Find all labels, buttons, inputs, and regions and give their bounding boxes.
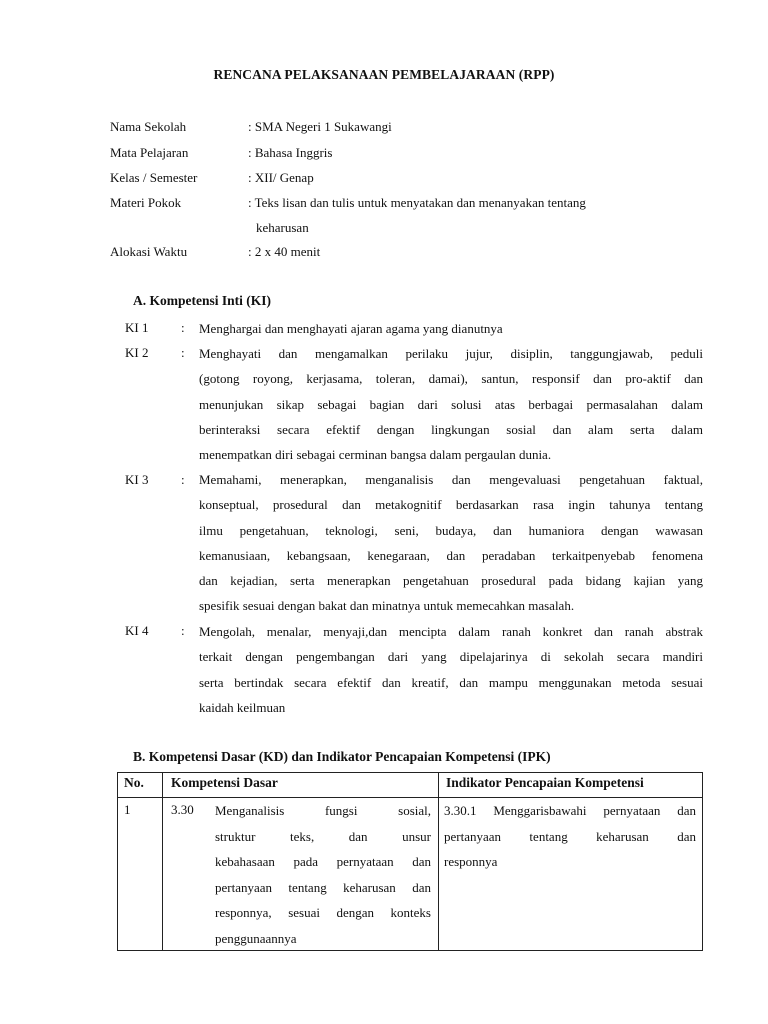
- identity-value-continued: keharusan: [256, 220, 309, 235]
- table-cell-kd-description: [215, 798, 431, 951]
- identity-label: Kelas / Semester: [110, 170, 198, 185]
- ki-line: spesifik sesuai dengan bakat dan minatnya untuk memecahkan masalah.: [199, 598, 575, 614]
- ki-colon: :: [181, 623, 185, 638]
- table-border-left: [117, 772, 118, 951]
- ki-3-text: [199, 467, 703, 619]
- ipk-line: responnya: [444, 854, 498, 869]
- ki-line: (gotong royong, kerjasama, toleran, damai), santun, responsif dan pro-aktif dan: [199, 371, 703, 387]
- kd-line: struktur teks, dan unsur: [215, 828, 431, 844]
- ki-1-text: [199, 316, 703, 341]
- identity-label: Nama Sekolah: [110, 119, 187, 134]
- ki-colon: :: [181, 345, 185, 360]
- kd-ipk-table: [117, 772, 703, 951]
- kd-line: Menganalisis fungsi sosial,: [215, 803, 431, 818]
- kd-line: penggunaannya: [215, 930, 297, 946]
- table-header-kd: Kompetensi Dasar: [171, 775, 278, 790]
- ki-line: kaidah keilmuan: [199, 699, 286, 715]
- ki-line: menempatkan diri sebagai cerminan bangsa dalam pergaulan dunia.: [199, 447, 552, 463]
- ki-4-text: [199, 619, 703, 720]
- identity-value: : 2 x 40 menit: [248, 244, 321, 259]
- ki-line: menunjukan sikap sebagai bagian dari solusi atas berbagai permasalahan dalam: [199, 396, 703, 412]
- kd-line: kebahasaan pada pernyataan dan: [215, 854, 431, 869]
- section-a-heading: A. Kompetensi Inti (KI): [133, 293, 271, 308]
- table-header-ipk: Indikator Pencapaian Kompetensi: [446, 775, 644, 790]
- ki-line: terkait dengan pengembangan dari yang dipelajarinya di sekolah secara mandiri: [199, 649, 703, 665]
- identity-label: Mata Pelajaran: [110, 145, 189, 160]
- identity-value: : XII/ Genap: [248, 170, 314, 185]
- ki-line: berinteraksi secara efektif dengan lingkungan sosial dan alam serta dalam: [199, 421, 703, 437]
- kd-line: pertanyaan tentang keharusan dan: [215, 879, 431, 895]
- ipk-line: 3.30.1 Menggarisbawahi pernyataan dan: [444, 803, 696, 818]
- ki-line: serta bertindak secara efektif dan kreatif, dan mampu menggunakan metoda sesuai: [199, 674, 703, 690]
- table-border-right: [702, 772, 703, 951]
- identity-value: : Teks lisan dan tulis untuk menyatakan dan menanyakan tentang: [248, 195, 586, 210]
- kd-line: responnya, sesuai dengan konteks: [215, 905, 431, 920]
- ki-label: KI 2: [125, 345, 149, 360]
- identity-value: : Bahasa Inggris: [248, 145, 333, 160]
- section-b-heading: B. Kompetensi Dasar (KD) dan Indikator Pencapaian Kompetensi (IPK): [133, 749, 551, 764]
- table-column-divider: [438, 772, 439, 951]
- document-title: RENCANA PELAKSANAAN PEMBELAJARAAN (RPP): [213, 67, 555, 82]
- ki-line: Menghayati dan mengamalkan perilaku jujur, disiplin, tanggungjawab, peduli: [199, 346, 703, 361]
- ki-label: KI 1: [125, 320, 149, 335]
- ki-line: Menghargai dan menghayati ajaran agama yang dianutnya: [199, 321, 503, 336]
- ipk-line: pertanyaan tentang keharusan dan: [444, 828, 696, 844]
- table-cell-ipk: [444, 798, 696, 875]
- ki-label: KI 4: [125, 623, 149, 638]
- ki-line: Memahami, menerapkan, menganalisis dan mengevaluasi pengetahuan faktual,: [199, 472, 703, 487]
- identity-value: : SMA Negeri 1 Sukawangi: [248, 119, 392, 134]
- table-cell-no: 1: [124, 802, 131, 817]
- table-cell-kd-code: 3.30: [171, 802, 194, 817]
- ki-line: kemanusiaan, kebangsaan, kenegaraan, dan peradaban terkaitpenyebab fenomena: [199, 547, 703, 563]
- ki-line: konseptual, prosedural dan metakognitif berdasarkan rasa ingin tahunya tentang: [199, 497, 703, 513]
- identity-label: Materi Pokok: [110, 195, 182, 210]
- ki-line: dan kejadian, serta menerapkan pengetahuan prosedural pada bidang kajian yang: [199, 573, 703, 589]
- ki-label: KI 3: [125, 472, 149, 487]
- ki-colon: :: [181, 472, 185, 487]
- ki-line: ilmu pengetahuan, teknologi, seni, budaya, dan humaniora dengan wawasan: [199, 522, 703, 538]
- table-header-no: No.: [124, 775, 144, 790]
- ki-2-text: [199, 341, 703, 467]
- identity-label: Alokasi Waktu: [110, 244, 188, 259]
- table-column-divider: [162, 772, 163, 951]
- table-border-top: [117, 772, 703, 773]
- ki-colon: :: [181, 320, 185, 335]
- ki-line: Mengolah, menalar, menyaji,dan mencipta dalam ranah konkret dan ranah abstrak: [199, 624, 703, 639]
